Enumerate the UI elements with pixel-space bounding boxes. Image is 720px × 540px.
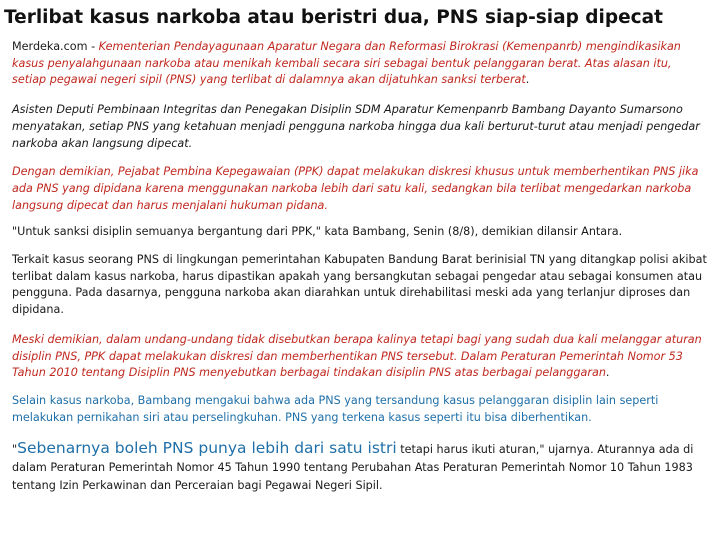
- paragraph-6: [12, 332, 708, 382]
- paragraph-7: Selain kasus narkoba, Bambang mengakui bahwa ada PNS yang tersandung kasus pelanggaran disiplin lain seperti melakukan pernikahan siri atau perselingkuhan. PNS yang terkena kasus seperti itu bisa diberhentikan.: [12, 393, 659, 424]
- paragraph-6-end: .: [605, 366, 610, 380]
- quote-open: ": [12, 443, 18, 457]
- paragraph-8-rest: tetapi harus ikuti aturan," ujarnya. Aturannya ada di dalam Peraturan Pemerintah Nomor 45 Tahun 1990 tentang Perubahan Atas Peraturan Pemerintah Nomor 10 Tahun 1983 tentang Izin Perkawinan dan Perceraian bagi Pegawai Negeri Sipil.: [12, 443, 694, 493]
- paragraph-8: [12, 439, 708, 495]
- paragraph-1: [12, 39, 708, 89]
- paragraph-5: Terkait kasus seorang PNS di lingkungan pemerintahan Kabupaten Bandung Barat berinisial TN yang ditangkap polisi akibat terlibat dalam kasus narkoba, harus dipastikan apakah yang bersangkutan sebagai pengedar atau sebagai konsumen atau pengguna. Pada dasarnya, pengguna narkoba akan diarahkan untuk direhabilitasi meski ada yang terlanjur diproses dan dipidana.: [12, 253, 707, 317]
- paragraph-1-text: Kementerian Pendayagunaan Aparatur Negara dan Reformasi Birokrasi (Kemenpanrb) mengindikasikan kasus penyalahgunaan narkoba atau menikah kembali secara siri sebagai bentuk pelanggaran berat. Atas alasan itu, setiap pegawai negeri sipil (PNS) yang terlibat di dalamnya akan dijatuhkan sanksi terberat: [12, 40, 681, 87]
- paragraph-4: "Untuk sanksi disiplin semuanya bergantung dari PPK," kata Bambang, Senin (8/8), demikian dilansir Antara.: [12, 225, 623, 239]
- paragraph-1-end: .: [525, 73, 530, 87]
- paragraph-6-text: Meski demikian, dalam undang-undang tidak disebutkan berapa kalinya tetapi bagi yang sudah dua kali melanggar aturan disiplin PNS, PPK dapat melakukan diskresi dan memberhentikan PNS tersebut. Dalam Peraturan Pemerintah Nomor 53 Tahun 2010 tentang Disiplin PNS menyebutkan berbagai tindakan disiplin PNS atas berbagai pelanggaran: [12, 332, 702, 380]
- article-title: Terlibat kasus narkoba atau beristri dua, PNS siap-siap dipecat: [4, 7, 663, 28]
- source-label: Merdeka.com -: [12, 40, 99, 53]
- article-body: [12, 39, 708, 495]
- paragraph-3: Dengan demikian, Pejabat Pembina Kepegawaian (PPK) dapat melakukan diskresi khusus untuk memberhentikan PNS jika ada PNS yang dipidana karena menggunakan narkoba lebih dari satu kali, sedangkan bila terlibat mengedarkan narkoba langsung dipecat dan harus menjalani hukuman pidana.: [12, 165, 699, 212]
- paragraph-2: Asisten Deputi Pembinaan Integritas dan Penegakan Disiplin SDM Aparatur Kemenpanrb Bambang Dayanto Sumarsono menyatakan, setiap PNS yang ketahuan menjadi pengguna narkoba hingga dua kali berturut-turut atau menjadi pengedar narkoba akan langsung dipecat.: [12, 103, 700, 150]
- highlighted-quote: Sebenarnya boleh PNS punya lebih dari satu istri: [17, 439, 397, 458]
